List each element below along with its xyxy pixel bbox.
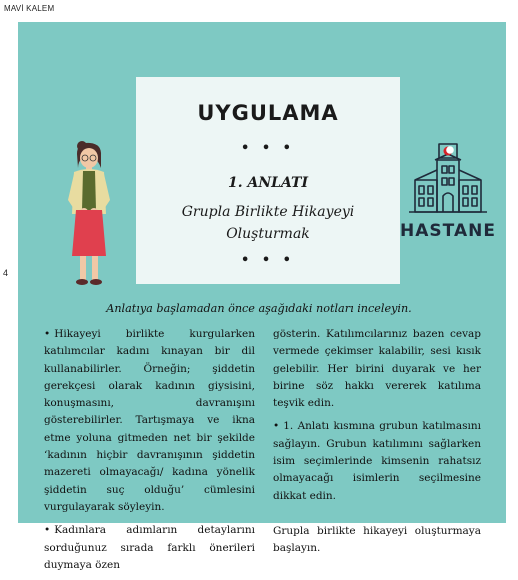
page-number: 4: [3, 268, 9, 278]
left-paragraph-1-text: Hikayeyi birlikte kurgularken katılımcılar kadını kınayan bir dil kullanabilirler. Örneğin; şiddetin gerekçesi olarak kadının giysisini, konuşmasını, davranışını gösterebilirler. Tartışmaya ve ikna etme yoluna gitmeden net bir şekilde ‘kadının hiçbir davranışının şiddetin mazereti olmayacağı/ kadına yönelik şiddetin suç olduğu’ cümlesini vurgulayarak söyleyin.: [44, 328, 255, 513]
dots-divider-bottom: • • •: [241, 253, 295, 268]
card-title: UYGULAMA: [197, 101, 339, 125]
right-column: [273, 326, 481, 564]
hospital-icon: [400, 140, 496, 244]
right-paragraph-3: Grupla birlikte hikayeyi oluşturmaya başlayın.: [273, 524, 481, 555]
left-paragraph-2-text: Kadınlara adımların detaylarını sorduğunuz sırada farklı önerileri duymaya özen: [44, 524, 255, 571]
left-column: [44, 326, 255, 580]
hospital-label: HASTANE: [400, 221, 496, 241]
bullet: •: [273, 420, 280, 433]
right-paragraph-1: gösterin. Katılımcılarınız bazen cevap vermede çekimser kalabilir, sesi kısık gelebilir. Her birini duyarak ve her birine söz hakkı vererek katılıma teşvik edin.: [273, 328, 481, 410]
section-number: 1. ANLATI: [227, 175, 309, 191]
left-paragraph-1: [44, 326, 255, 516]
woman-illustration: [60, 138, 120, 288]
dots-divider-top: • • •: [241, 141, 295, 156]
intro-text: Anlatıya başlamadan önce aşağıdaki notları inceleyin.: [106, 302, 412, 315]
right-paragraph-2-text: 1. Anlatı kısmına grubun katılmasını sağlayın. Grubun katılımını sağlarken isim seçimlerinde kimsenin rahatsız olmayacağı isimlerin seçilmesine dikkat edin.: [273, 420, 481, 502]
title-card: [136, 77, 400, 284]
right-paragraph-2: [273, 418, 481, 504]
header-label: MAVİ KALEM: [4, 4, 55, 13]
section-title: Grupla Birlikte Hikayeyi Oluşturmak: [181, 204, 355, 242]
bullet: •: [44, 328, 51, 340]
bullet: •: [44, 524, 51, 537]
left-paragraph-2: [44, 522, 255, 574]
